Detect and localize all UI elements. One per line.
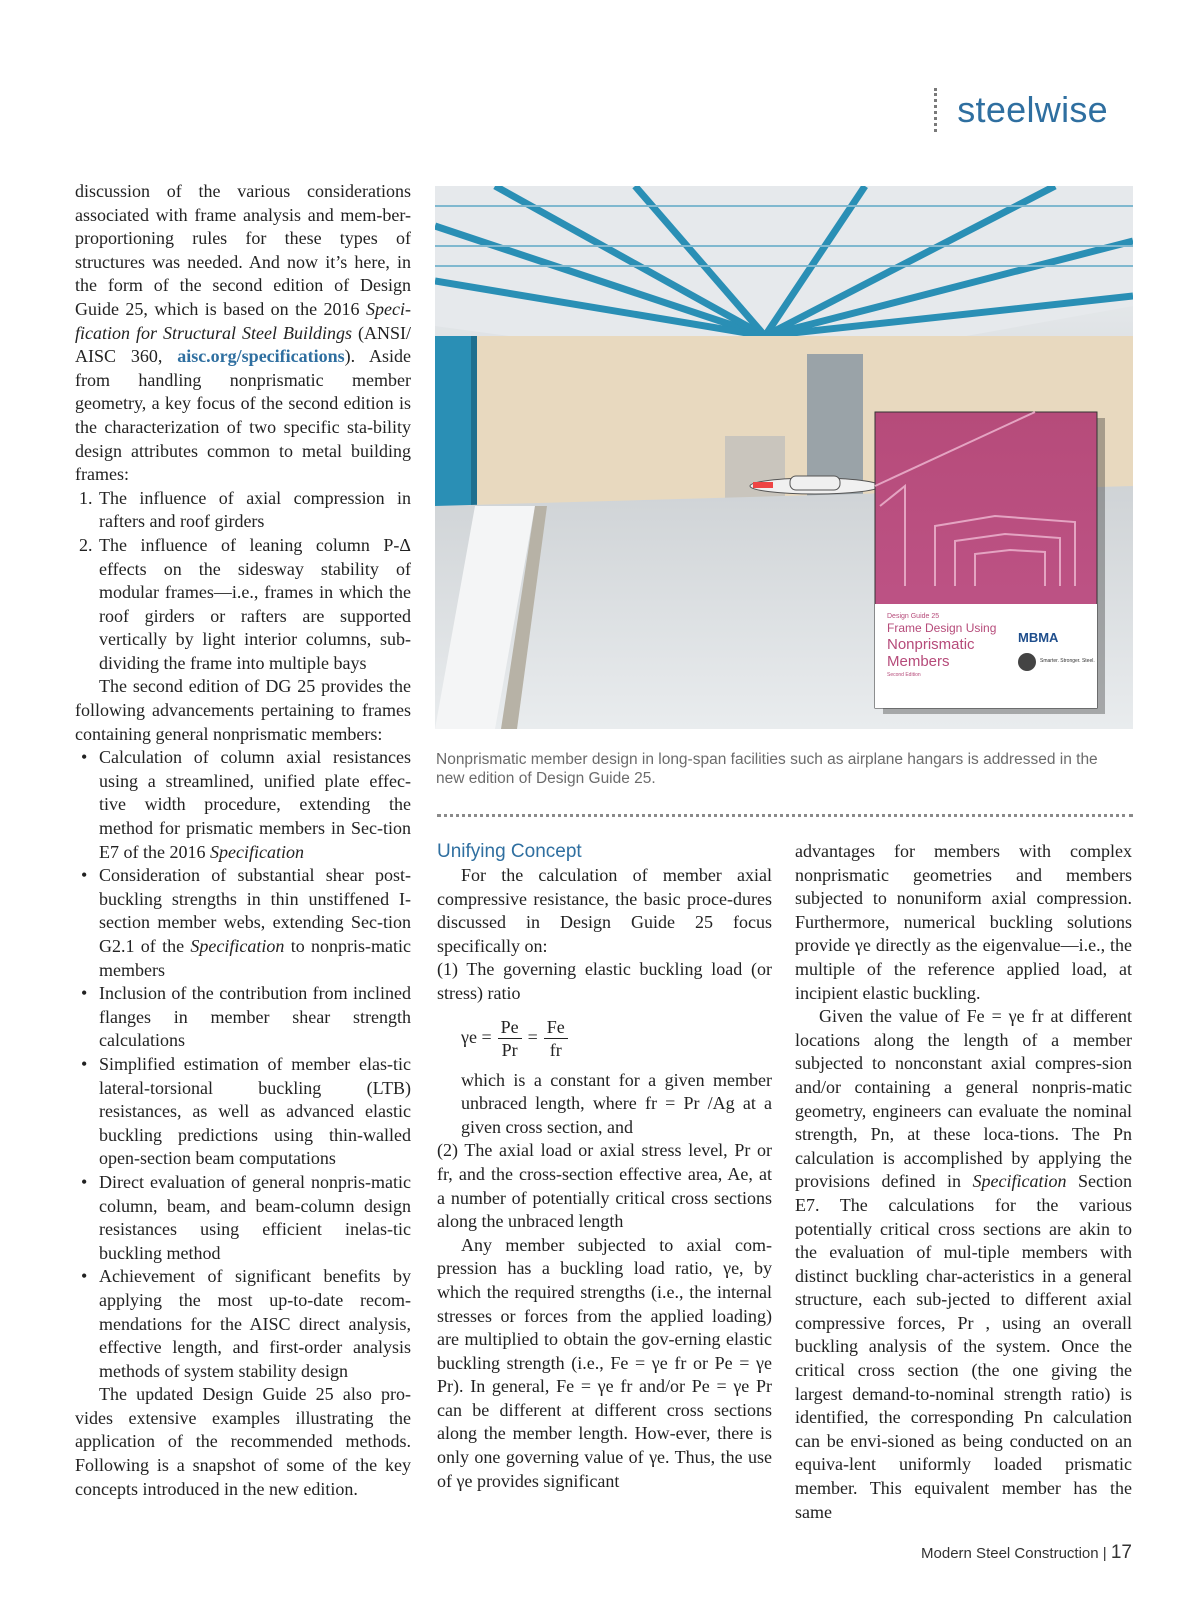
bullet-list xyxy=(75,746,411,1383)
page-number: 17 xyxy=(1110,1542,1132,1563)
svg-text:Smarter. Stronger. Steel.: Smarter. Stronger. Steel. xyxy=(1040,658,1095,664)
svg-text:MBMA: MBMA xyxy=(1018,630,1059,645)
svg-text:Second Edition: Second Edition xyxy=(887,672,921,678)
bullet-item: • Direct evaluation of general nonpris-matic column, beam, and beam-column design resistances using efficient inelas-tic buckling method xyxy=(81,1171,411,1263)
page-footer: Modern Steel Construction | 17 xyxy=(921,1542,1132,1563)
col3-paragraph-1: advantages for members with complex nonprismatic geometries and members subjected to nonuniform axial compression. Furthermore, numerical buckling solutions provide γe directly as the eigenvalue—i.e., the multiple of the reference applied load, at incipient elastic buckling. xyxy=(795,841,1132,1003)
equation: γe = $\frac{Pe}{Pr}$ = $\frac{Fe}{fr}$ xyxy=(461,1016,772,1061)
bullet-item: • Consideration of substantial shear post-buckling strengths in thin unstiffened I-section member webs, extending Sec-tion G2.1 of the Specification to nonpris-matic members xyxy=(81,865,412,980)
col1-paragraph-3: The updated Design Guide 25 also pro-vides extensive examples illustrating the application of the recommended methods. Following is a snapshot of some of the key concepts introduced in the new edition. xyxy=(75,1384,411,1499)
numbered-item-1-continued: which is a constant for a given member unbraced length, where fr = Pr /Ag at a given cross section, and xyxy=(461,1069,772,1137)
fraction: $\frac{Pe}{Pr}$ xyxy=(498,1016,522,1061)
book-cover xyxy=(875,412,1105,714)
col3-paragraph-2: Given the value of Fe = γe fr at different locations along the length of a member subjected to nonconstant axial compres-sion and/or containing a general nonpris-matic geometry, engineers can evaluate the nominal strength, Pn, at these loca-tions. The Pn calculation is accomplished by applying the provisions defined in Specification Section E7. The calculations for the various potentially critical cross sections are akin to the evaluation of mul-tiple members with distinct buckling char-acteristics in a general structure, each sub-jected to different axial compressive forces, Pr , using an overall buckling analysis of the system. Once the critical cross section (the one giving the largest demand-to-nominal strength ratio) is identified, the corresponding Pn calculation can be envi-sioned as being conducted on an equiva-lent uniformly loaded prismatic member. This equivalent member has the same xyxy=(795,1006,1132,1522)
svg-text:Design Guide 25: Design Guide 25 xyxy=(887,613,940,620)
photo-caption: Nonprismatic member design in long-span facilities such as airplane hangars is addressed in the new edition of Design Guide 25. xyxy=(436,751,1098,787)
numbered-item-2: (2) The axial load or axial stress level, Pr or fr, and the cross-section effective area, Ae, at a number of potentially critical cross sections along the unbraced length xyxy=(437,1140,772,1232)
numbered-list xyxy=(75,487,411,676)
col2-paragraph-2: Any member subjected to axial com-pression has a buckling load ratio, γe, by which the required strengths (i.e., the internal stresses or forces from the applied loading) are multiplied to obtain the gov-erning elastic buckling strength (i.e., Fe = γe fr or Pe = γe Pr). In general, Fe = γe fr and/or Pe = γe Pr can be different at different cross sections along the member length. How-ever, there is only one governing value of γe. Thus, the use of γe provides significant xyxy=(437,1234,772,1491)
column-2 xyxy=(437,840,772,1493)
magazine-name: Modern Steel Construction xyxy=(921,1545,1099,1562)
svg-text:Members: Members xyxy=(887,653,950,670)
svg-text:Frame Design Using: Frame Design Using xyxy=(887,621,997,635)
bullet-item: • Inclusion of the contribution from inclined flanges in member shear strength calculations xyxy=(81,983,411,1051)
col1-paragraph-2: The second edition of DG 25 provides the following advancements pertaining to frames containing general nonprismatic members: xyxy=(75,676,411,744)
specifications-link[interactable]: aisc.org/specifications xyxy=(177,346,345,367)
fraction: $\frac{Fe}{fr}$ xyxy=(544,1016,568,1061)
page-header xyxy=(934,88,1108,132)
bullet-item: • Simplified estimation of member elas-tic lateral-torsional buckling (LTB) resistances, as well as advanced elastic buckling predictions using thin-walled open-section beam computations xyxy=(81,1053,411,1169)
column-3 xyxy=(795,840,1132,1524)
hangar-illustration xyxy=(435,186,1133,729)
numbered-item-1: (1) The governing elastic buckling load (or stress) ratio xyxy=(437,959,772,1003)
column-1 xyxy=(75,180,411,1501)
bullet-item: • Achievement of significant benefits by applying the most up-to-date recom-mendations for the AISC direct analysis, effective length, and first-order analysis methods of system stability design xyxy=(81,1266,411,1381)
list-item: 1. The influence of axial compression in rafters and roof girders xyxy=(79,487,411,532)
section-heading: Unifying Concept xyxy=(437,841,582,862)
list-item: 2. The influence of leaning column P-Δ effects on the sidesway stability of modular frames—i.e., frames in which the roof girders or rafters are supported vertically by light interior columns, sub-dividing the frame into multiple bays xyxy=(79,534,411,673)
svg-text:Nonprismatic: Nonprismatic xyxy=(887,636,975,653)
dotted-separator xyxy=(437,814,1133,817)
col1-paragraph-1: discussion of the various considerations associated with frame analysis and mem-ber-proportioning rules for these types of structures was needed. And now it’s here, in the form of the second edition of Design Guide 25, which is based on the 2016 Speci-fication for Structural Steel Buildings (ANSI/ AISC 360, aisc.org/specifications). Aside from handling nonprismatic member geometry, a key focus of the second edition is the characterization of two specific sta-bility design attributes common to metal building frames: xyxy=(75,181,412,485)
bullet-item: • Calculation of column axial resistances using a streamlined, unified plate effec-tive width procedure, extending the method for prismatic members in Sec-tion E7 of the 2016 Specification xyxy=(81,747,411,862)
col2-paragraph-1: For the calculation of member axial compressive resistance, the basic proce-dures discussed in Design Guide 25 focus specifically on: xyxy=(437,865,772,956)
dotted-divider xyxy=(934,88,937,132)
hangar-photo xyxy=(435,186,1133,729)
section-brand: steelwise xyxy=(957,89,1108,130)
